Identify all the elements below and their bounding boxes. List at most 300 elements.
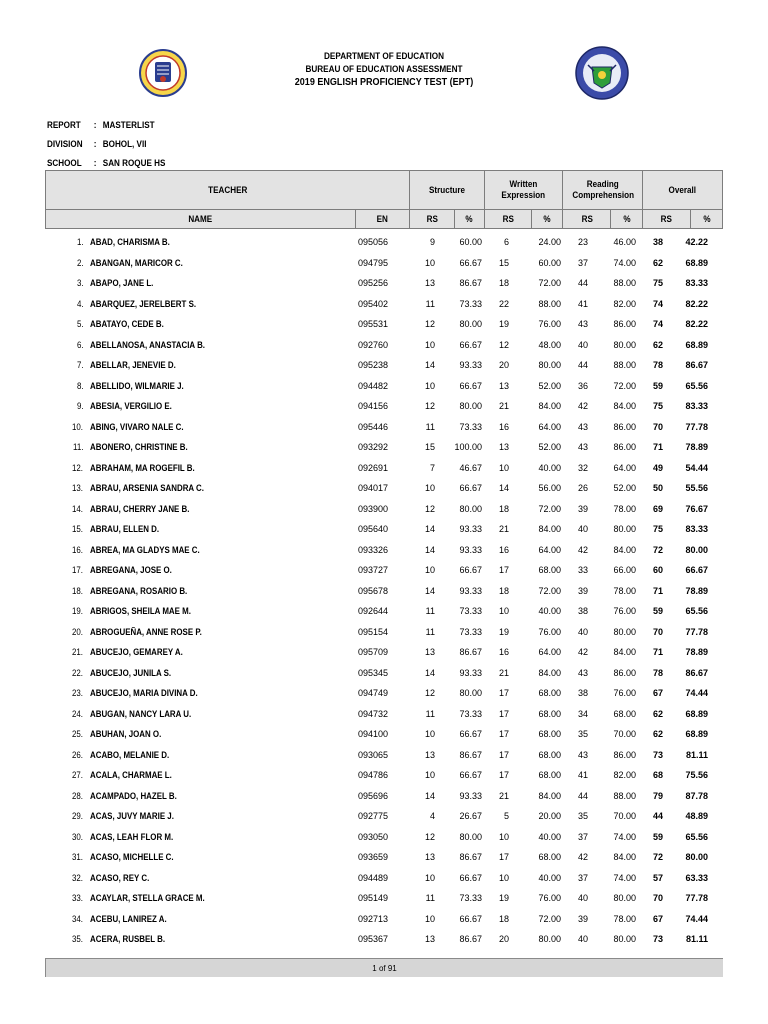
written-rs: 17 xyxy=(498,688,509,699)
row-number: 25. xyxy=(72,729,84,740)
reading-comprehension-header: Reading Comprehension xyxy=(563,171,643,210)
employee-number: 095402 xyxy=(358,298,389,309)
written-pct: 68.00 xyxy=(538,729,561,740)
structure-pct-header: % xyxy=(454,210,484,229)
row-number: 29. xyxy=(72,811,84,822)
reading-pct: 84.00 xyxy=(613,647,636,658)
structure-rs: 10 xyxy=(424,257,435,268)
structure-rs: 11 xyxy=(425,606,435,617)
overall-pct: 77.78 xyxy=(685,626,708,637)
overall-rs: 73 xyxy=(652,749,663,760)
written-rs: 10 xyxy=(498,831,509,842)
overall-rs: 72 xyxy=(652,852,663,863)
structure-pct: 66.67 xyxy=(459,380,482,391)
employee-number: 093900 xyxy=(358,503,389,514)
structure-pct: 66.67 xyxy=(459,257,482,268)
table-row xyxy=(45,560,723,581)
row-number: 18. xyxy=(72,585,84,596)
written-pct: 68.00 xyxy=(538,852,561,863)
reading-pct: 52.00 xyxy=(613,483,636,494)
reading-rs: 40 xyxy=(577,524,588,535)
teacher-name: ACASO, REY C. xyxy=(90,872,150,883)
structure-rs: 11 xyxy=(425,708,435,719)
overall-pct: 63.33 xyxy=(685,872,708,883)
reading-rs: 39 xyxy=(577,913,588,924)
reading-rs: 43 xyxy=(577,319,588,330)
teacher-name: ABUCEJO, GEMAREY A. xyxy=(90,647,183,658)
written-pct: 40.00 xyxy=(538,462,561,473)
row-number: 5. xyxy=(77,319,85,330)
written-pct: 40.00 xyxy=(538,831,561,842)
teacher-name: ABELLAR, JENEVIE D. xyxy=(90,360,176,371)
employee-number: 095709 xyxy=(358,647,389,658)
reading-pct: 72.00 xyxy=(613,380,636,391)
report-row xyxy=(47,116,165,135)
written-rs: 13 xyxy=(498,380,509,391)
overall-pct: 68.89 xyxy=(685,339,708,350)
written-rs: 18 xyxy=(498,278,509,289)
written-rs: 19 xyxy=(498,626,509,637)
reading-pct-header: % xyxy=(611,210,643,229)
report-label: REPORT xyxy=(47,120,81,130)
reading-pct: 84.00 xyxy=(613,401,636,412)
table-row xyxy=(45,273,723,294)
structure-pct: 46.67 xyxy=(459,462,482,473)
row-number: 26. xyxy=(72,749,84,760)
structure-rs: 11 xyxy=(425,626,435,637)
teacher-name: ABATAYO, CEDE B. xyxy=(90,319,164,330)
division-label: DIVISION xyxy=(47,139,83,149)
written-pct: 40.00 xyxy=(538,606,561,617)
teacher-name: ACAS, JUVY MARIE J. xyxy=(90,811,174,822)
written-rs: 19 xyxy=(498,319,509,330)
colon: : xyxy=(93,120,97,130)
structure-rs: 13 xyxy=(424,852,435,863)
overall-rs: 50 xyxy=(652,483,663,494)
row-number: 16. xyxy=(72,544,84,555)
overall-pct: 74.44 xyxy=(685,688,708,699)
overall-rs: 70 xyxy=(652,626,663,637)
written-rs: 14 xyxy=(498,483,509,494)
report-value: MASTERLIST xyxy=(102,120,155,130)
teacher-name: ABARQUEZ, JERELBERT S. xyxy=(90,298,197,309)
teacher-name: ABESIA, VERGILIO E. xyxy=(90,401,172,412)
written-rs: 21 xyxy=(498,401,509,412)
overall-pct: 54.44 xyxy=(685,462,708,473)
overall-pct: 80.00 xyxy=(685,852,708,863)
table-row xyxy=(45,540,723,561)
reading-rs: 41 xyxy=(577,298,588,309)
division-value: BOHOL, VII xyxy=(102,139,147,149)
written-rs: 17 xyxy=(498,749,509,760)
written-rs: 19 xyxy=(498,893,509,904)
overall-pct: 86.67 xyxy=(685,360,708,371)
reading-rs: 43 xyxy=(577,749,588,760)
reading-rs: 43 xyxy=(577,667,588,678)
row-number: 12. xyxy=(72,462,84,473)
colon: : xyxy=(93,139,97,149)
structure-rs: 12 xyxy=(424,401,435,412)
written-pct: 56.00 xyxy=(538,483,561,494)
overall-pct: 87.78 xyxy=(685,790,708,801)
reading-pct: 82.00 xyxy=(613,770,636,781)
reading-rs: 42 xyxy=(577,544,588,555)
structure-pct: 93.33 xyxy=(459,790,482,801)
structure-pct: 73.33 xyxy=(459,626,482,637)
structure-rs: 13 xyxy=(424,278,435,289)
overall-rs: 75 xyxy=(652,278,663,289)
reading-pct: 80.00 xyxy=(613,626,636,637)
written-pct: 68.00 xyxy=(538,688,561,699)
table-row xyxy=(45,396,723,417)
row-number: 34. xyxy=(72,913,84,924)
reading-rs: 32 xyxy=(577,462,588,473)
employee-number: 094017 xyxy=(358,483,389,494)
structure-rs: 14 xyxy=(424,524,435,535)
teacher-name: ABING, VIVARO NALE C. xyxy=(90,421,184,432)
reading-rs: 44 xyxy=(577,278,588,289)
structure-pct: 86.67 xyxy=(459,749,482,760)
row-number: 21. xyxy=(72,647,84,658)
written-rs: 20 xyxy=(498,360,509,371)
overall-pct: 77.78 xyxy=(685,893,708,904)
reading-pct: 80.00 xyxy=(613,893,636,904)
structure-rs: 11 xyxy=(425,893,435,904)
employee-number: 094482 xyxy=(358,380,389,391)
reading-pct: 80.00 xyxy=(613,339,636,350)
page-footer xyxy=(45,958,723,977)
reading-rs: 39 xyxy=(577,503,588,514)
structure-rs: 9 xyxy=(429,237,435,248)
structure-pct: 93.33 xyxy=(459,544,482,555)
written-rs: 13 xyxy=(498,442,509,453)
overall-rs: 57 xyxy=(652,872,663,883)
written-pct: 80.00 xyxy=(538,934,561,945)
reading-rs: 44 xyxy=(577,790,588,801)
row-number: 23. xyxy=(72,688,84,699)
reading-pct: 68.00 xyxy=(613,708,636,719)
structure-rs: 10 xyxy=(424,565,435,576)
reading-rs: 37 xyxy=(577,872,588,883)
reading-pct: 88.00 xyxy=(613,278,636,289)
overall-rs: 78 xyxy=(652,667,663,678)
structure-rs: 13 xyxy=(424,934,435,945)
overall-rs: 62 xyxy=(652,729,663,740)
structure-pct: 73.33 xyxy=(459,606,482,617)
overall-rs: 69 xyxy=(652,503,663,514)
structure-pct: 66.67 xyxy=(459,913,482,924)
reading-rs: 23 xyxy=(577,237,588,248)
written-pct-header: % xyxy=(531,210,563,229)
overall-rs: 67 xyxy=(652,913,663,924)
overall-pct: 78.89 xyxy=(685,585,708,596)
reading-pct: 86.00 xyxy=(613,442,636,453)
table-row xyxy=(45,232,723,253)
reading-rs: 43 xyxy=(577,421,588,432)
reading-rs: 43 xyxy=(577,442,588,453)
reading-pct: 74.00 xyxy=(613,831,636,842)
row-number: 27. xyxy=(72,770,84,781)
teacher-name: ACERA, RUSBEL B. xyxy=(90,934,166,945)
reading-pct: 86.00 xyxy=(613,667,636,678)
structure-pct: 80.00 xyxy=(459,503,482,514)
reading-rs: 40 xyxy=(577,893,588,904)
overall-rs: 70 xyxy=(652,893,663,904)
overall-pct: 83.33 xyxy=(685,524,708,535)
teacher-name: ACALA, CHARMAE L. xyxy=(90,770,172,781)
teacher-name: ABAPO, JANE L. xyxy=(90,278,154,289)
teacher-name: ABUHAN, JOAN O. xyxy=(90,729,162,740)
overall-rs: 44 xyxy=(652,811,663,822)
structure-header: Structure xyxy=(410,171,485,210)
table-row xyxy=(45,519,723,540)
teacher-header: TEACHER xyxy=(46,171,410,210)
overall-rs: 62 xyxy=(652,708,663,719)
reading-rs: 36 xyxy=(577,380,588,391)
written-rs: 17 xyxy=(498,770,509,781)
table-row xyxy=(45,847,723,868)
reading-pct: 80.00 xyxy=(613,524,636,535)
teacher-name: ABRAU, CHERRY JANE B. xyxy=(90,503,190,514)
overall-rs: 67 xyxy=(652,688,663,699)
overall-pct: 83.33 xyxy=(685,278,708,289)
structure-rs: 10 xyxy=(424,872,435,883)
row-number: 11. xyxy=(73,442,84,453)
overall-rs: 71 xyxy=(652,442,663,453)
structure-rs: 10 xyxy=(424,339,435,350)
employee-number: 093292 xyxy=(358,442,389,453)
employee-number: 095256 xyxy=(358,278,389,289)
overall-pct: 86.67 xyxy=(685,667,708,678)
written-rs: 21 xyxy=(498,667,509,678)
structure-pct: 73.33 xyxy=(459,893,482,904)
employee-number: 095154 xyxy=(358,626,389,637)
written-pct: 84.00 xyxy=(538,790,561,801)
row-number: 10. xyxy=(72,421,84,432)
bureau-title: BUREAU OF EDUCATION ASSESSMENT xyxy=(305,64,463,75)
written-pct: 76.00 xyxy=(538,319,561,330)
reading-rs: 34 xyxy=(577,708,588,719)
reading-rs: 39 xyxy=(577,585,588,596)
overall-pct: 82.22 xyxy=(685,319,708,330)
structure-rs: 7 xyxy=(429,462,435,473)
written-rs: 18 xyxy=(498,913,509,924)
teacher-name: ABUCEJO, JUNILA S. xyxy=(90,667,172,678)
structure-pct: 93.33 xyxy=(459,585,482,596)
row-number: 9. xyxy=(77,401,85,412)
test-title: 2019 ENGLISH PROFICIENCY TEST (EPT) xyxy=(294,76,474,88)
overall-pct: 55.56 xyxy=(685,483,708,494)
table-row xyxy=(45,355,723,376)
table-row xyxy=(45,683,723,704)
page-indicator: 1 of 91 xyxy=(372,964,397,973)
overall-rs: 70 xyxy=(652,421,663,432)
structure-rs: 10 xyxy=(424,483,435,494)
reading-pct: 46.00 xyxy=(613,237,636,248)
written-rs: 17 xyxy=(498,852,509,863)
overall-pct: 78.89 xyxy=(685,442,708,453)
written-rs-header: RS xyxy=(484,210,531,229)
overall-rs: 49 xyxy=(652,462,663,473)
overall-pct: 48.89 xyxy=(685,811,708,822)
overall-pct: 74.44 xyxy=(685,913,708,924)
document-header xyxy=(0,50,768,89)
structure-rs: 12 xyxy=(424,319,435,330)
structure-rs: 14 xyxy=(424,360,435,371)
structure-pct: 26.67 xyxy=(459,811,482,822)
overall-rs: 68 xyxy=(652,770,663,781)
reading-pct: 64.00 xyxy=(613,462,636,473)
employee-number: 092691 xyxy=(358,462,389,473)
row-number: 31. xyxy=(72,852,84,863)
teacher-name: ABRAHAM, MA ROGEFIL B. xyxy=(90,462,195,473)
table-row xyxy=(45,827,723,848)
overall-pct: 68.89 xyxy=(685,708,708,719)
teacher-name: ACAS, LEAH FLOR M. xyxy=(90,831,174,842)
reading-pct: 80.00 xyxy=(613,934,636,945)
employee-number: 094786 xyxy=(358,770,389,781)
written-rs: 20 xyxy=(498,934,509,945)
employee-number: 095345 xyxy=(358,667,389,678)
teacher-name: ABUCEJO, MARIA DIVINA D. xyxy=(90,688,198,699)
teacher-name: ABRIGOS, SHEILA MAE M. xyxy=(90,606,191,617)
employee-number: 095367 xyxy=(358,934,389,945)
structure-rs: 13 xyxy=(424,647,435,658)
table-row xyxy=(45,335,723,356)
written-pct: 52.00 xyxy=(538,442,561,453)
teacher-name: ABRAU, ELLEN D. xyxy=(90,524,160,535)
reading-rs: 35 xyxy=(577,729,588,740)
written-pct: 52.00 xyxy=(538,380,561,391)
structure-pct: 66.67 xyxy=(459,770,482,781)
written-pct: 64.00 xyxy=(538,647,561,658)
employee-number: 094100 xyxy=(358,729,389,740)
teacher-name: ACABO, MELANIE D. xyxy=(90,749,170,760)
row-number: 1. xyxy=(77,237,85,248)
employee-number: 092775 xyxy=(358,811,389,822)
written-rs: 10 xyxy=(498,872,509,883)
structure-rs-header: RS xyxy=(410,210,455,229)
teacher-name: ABREA, MA GLADYS MAE C. xyxy=(90,544,200,555)
teacher-name: ABANGAN, MARICOR C. xyxy=(90,257,183,268)
overall-rs: 71 xyxy=(652,647,663,658)
reading-pct: 76.00 xyxy=(613,688,636,699)
reading-rs: 42 xyxy=(577,852,588,863)
reading-pct: 86.00 xyxy=(613,319,636,330)
employee-number: 095446 xyxy=(358,421,389,432)
table-row xyxy=(45,724,723,745)
written-pct: 20.00 xyxy=(538,811,561,822)
written-rs: 21 xyxy=(498,524,509,535)
reading-rs: 44 xyxy=(577,360,588,371)
written-pct: 88.00 xyxy=(538,298,561,309)
written-pct: 64.00 xyxy=(538,421,561,432)
employee-number: 094795 xyxy=(358,257,389,268)
row-number: 14. xyxy=(72,503,84,514)
teacher-name: ABELLIDO, WILMARIE J. xyxy=(90,380,184,391)
row-number: 22. xyxy=(72,667,84,678)
overall-rs-header: RS xyxy=(643,210,691,229)
structure-pct: 73.33 xyxy=(459,298,482,309)
structure-pct: 86.67 xyxy=(459,852,482,863)
written-pct: 24.00 xyxy=(538,237,561,248)
table-row xyxy=(45,704,723,725)
written-pct: 72.00 xyxy=(538,278,561,289)
employee-number: 093326 xyxy=(358,544,389,555)
reading-rs: 42 xyxy=(577,401,588,412)
structure-pct: 86.67 xyxy=(459,934,482,945)
table-row xyxy=(45,868,723,889)
written-rs: 18 xyxy=(498,503,509,514)
structure-rs: 12 xyxy=(424,688,435,699)
employee-number: 094732 xyxy=(358,708,389,719)
teacher-name: ABONERO, CHRISTINE B. xyxy=(90,442,188,453)
overall-rs: 62 xyxy=(652,257,663,268)
table-row xyxy=(45,806,723,827)
structure-pct: 73.33 xyxy=(459,708,482,719)
overall-rs: 62 xyxy=(652,339,663,350)
employee-number: 093065 xyxy=(358,749,389,760)
reading-pct: 82.00 xyxy=(613,298,636,309)
written-pct: 68.00 xyxy=(538,749,561,760)
reading-rs: 40 xyxy=(577,934,588,945)
table-row xyxy=(45,581,723,602)
structure-pct: 80.00 xyxy=(459,401,482,412)
table-row xyxy=(45,417,723,438)
employee-number: 092760 xyxy=(358,339,389,350)
employee-number: 093727 xyxy=(358,565,389,576)
reading-pct: 74.00 xyxy=(613,872,636,883)
overall-pct: 68.89 xyxy=(685,257,708,268)
row-number: 19. xyxy=(72,606,84,617)
overall-pct: 65.56 xyxy=(685,380,708,391)
overall-pct: 81.11 xyxy=(685,934,708,945)
employee-number: 094489 xyxy=(358,872,389,883)
written-pct: 40.00 xyxy=(538,872,561,883)
reading-rs: 40 xyxy=(577,339,588,350)
employee-number: 095640 xyxy=(358,524,389,535)
reading-rs-header: RS xyxy=(563,210,611,229)
colon: : xyxy=(93,158,97,168)
overall-rs: 74 xyxy=(652,319,663,330)
structure-rs: 14 xyxy=(424,667,435,678)
written-rs: 12 xyxy=(498,339,509,350)
structure-pct: 60.00 xyxy=(459,237,482,248)
teacher-name: ABRAU, ARSENIA SANDRA C. xyxy=(90,483,204,494)
structure-pct: 80.00 xyxy=(459,831,482,842)
row-number: 32. xyxy=(72,872,84,883)
employee-number: 094749 xyxy=(358,688,389,699)
structure-rs: 14 xyxy=(424,585,435,596)
overall-rs: 79 xyxy=(652,790,663,801)
overall-pct: 42.22 xyxy=(685,237,708,248)
structure-pct: 80.00 xyxy=(459,319,482,330)
reading-pct: 86.00 xyxy=(613,749,636,760)
reading-pct: 84.00 xyxy=(613,544,636,555)
table-row xyxy=(45,642,723,663)
teacher-name: ACAMPADO, HAZEL B. xyxy=(90,790,177,801)
employee-number: 093050 xyxy=(358,831,389,842)
reading-pct: 70.00 xyxy=(613,811,636,822)
written-rs: 16 xyxy=(498,421,509,432)
structure-pct: 80.00 xyxy=(459,688,482,699)
overall-rs: 60 xyxy=(652,565,663,576)
structure-rs: 10 xyxy=(424,913,435,924)
structure-pct: 86.67 xyxy=(459,278,482,289)
reading-rs: 40 xyxy=(577,626,588,637)
reading-pct: 88.00 xyxy=(613,790,636,801)
teacher-name: ACAYLAR, STELLA GRACE M. xyxy=(90,893,205,904)
